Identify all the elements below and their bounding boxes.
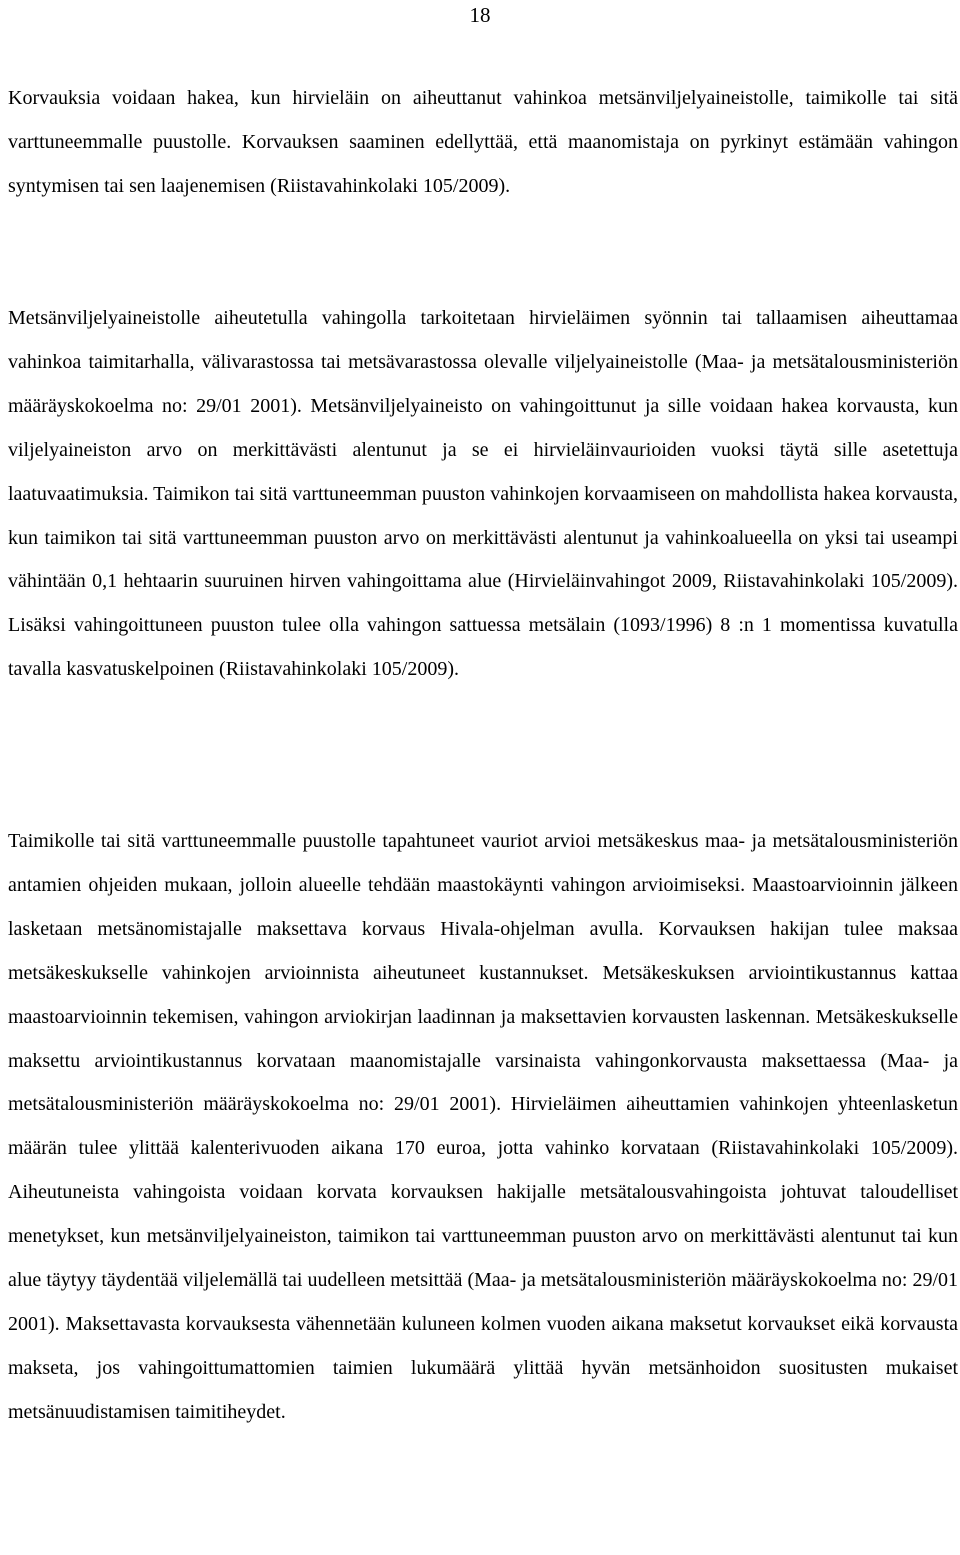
paragraph-damage-definition: Metsänviljelyaineistolle aiheutetulla vahingolla tarkoitetaan hirvieläimen syönnin tai tallaamisen aiheuttamaa vahinkoa taimitarhalla, välivarastossa tai metsävarastossa olevalle viljelyaineistolle (Maa- ja metsätalousministeriön määräyskokoelma no: 29/01 2001). Metsänviljelyaineisto on vahingoittunut ja sille voidaan hakea korvausta, kun viljelyaineiston arvo on merkittävästi alentunut ja se ei hirvieläinvaurioiden vuoksi täytä sille asetettuja laatuvaatimuksia. Taimikon tai sitä varttuneemman puuston vahinkojen korvaamiseen on mahdollista hakea korvausta, kun taimikon tai sitä varttuneemman puuston arvo on merkittävästi alentunut ja vahinkoalueella on yksi tai useampi vähintään 0,1 hehtaarin suuruinen hirven vahingoittama alue (Hirvieläinvahingot 2009, Riistavahinkolaki 105/2009). Lisäksi vahingoittuneen puuston tulee olla vahingon sattuessa metsälain (1093/1996) 8 :n 1 momentissa kuvatulla tavalla kasvatuskelpoinen (Riistavahinkolaki 105/2009). [8,307,958,681]
page-number: 18 [469,3,491,27]
paragraph-compensation-intro: Korvauksia voidaan hakea, kun hirvieläin on aiheuttanut vahinkoa metsänviljelyaineistolle, taimikolle tai sitä varttuneemmalle puustolle. Korvauksen saaminen edellyttää, että maanomistaja on pyrkinyt estämään vahingon syntymisen tai sen laajenemisen (Riistavahinkolaki 105/2009). [8,87,958,197]
paragraph-damage-assessment: Taimikolle tai sitä varttuneemmalle puustolle tapahtuneet vauriot arvioi metsäkeskus maa- ja metsätalousministeriön antamien ohjeiden mukaan, jolloin alueelle tehdään maastokäynti vahingon arvioimiseksi. Maastoarvioinnin jälkeen lasketaan metsänomistajalle maksettava korvaus Hivala-ohjelman avulla. Korvauksen hakijan tulee maksaa metsäkeskukselle vahinkojen arvioinnista aiheutuneet kustannukset. Metsäkeskuksen arviointikustannus kattaa maastoarvioinnin tekemisen, vahingon arviokirjan laadinnan ja maksettavien korvausten laskennan. Metsäkeskukselle maksettu arviointikustannus korvataan maanomistajalle varsinaista vahingonkorvausta maksettaessa (Maa- ja metsätalousministeriön määräyskokoelma no: 29/01 2001). Hirvieläimen aiheuttamien vahinkojen yhteenlasketun määrän tulee ylittää kalenterivuoden aikana 170 euroa, jotta vahinko korvataan (Riistavahinkolaki 105/2009). Aiheutuneista vahingoista voidaan korvata korvauksen hakijalle metsätalousvahingoista johtuvat taloudelliset menetykset, kun metsänviljelyaineiston, taimikon tai varttuneemman puuston arvo on merkittävästi alentunut tai kun alue täytyy täydentää viljelemällä tai uudelleen metsittää (Maa- ja metsätalousministeriön määräyskokoelma no: 29/01 2001). Maksettavasta korvauksesta vähennetään kuluneen kolmen vuoden aikana maksetut korvaukset eikä korvausta makseta, jos vahingoittumattomien taimien lukumäärä ylittää hyvän metsänhoidon suositusten mukaiset metsänuudistamisen taimitiheydet. [8,830,958,1423]
